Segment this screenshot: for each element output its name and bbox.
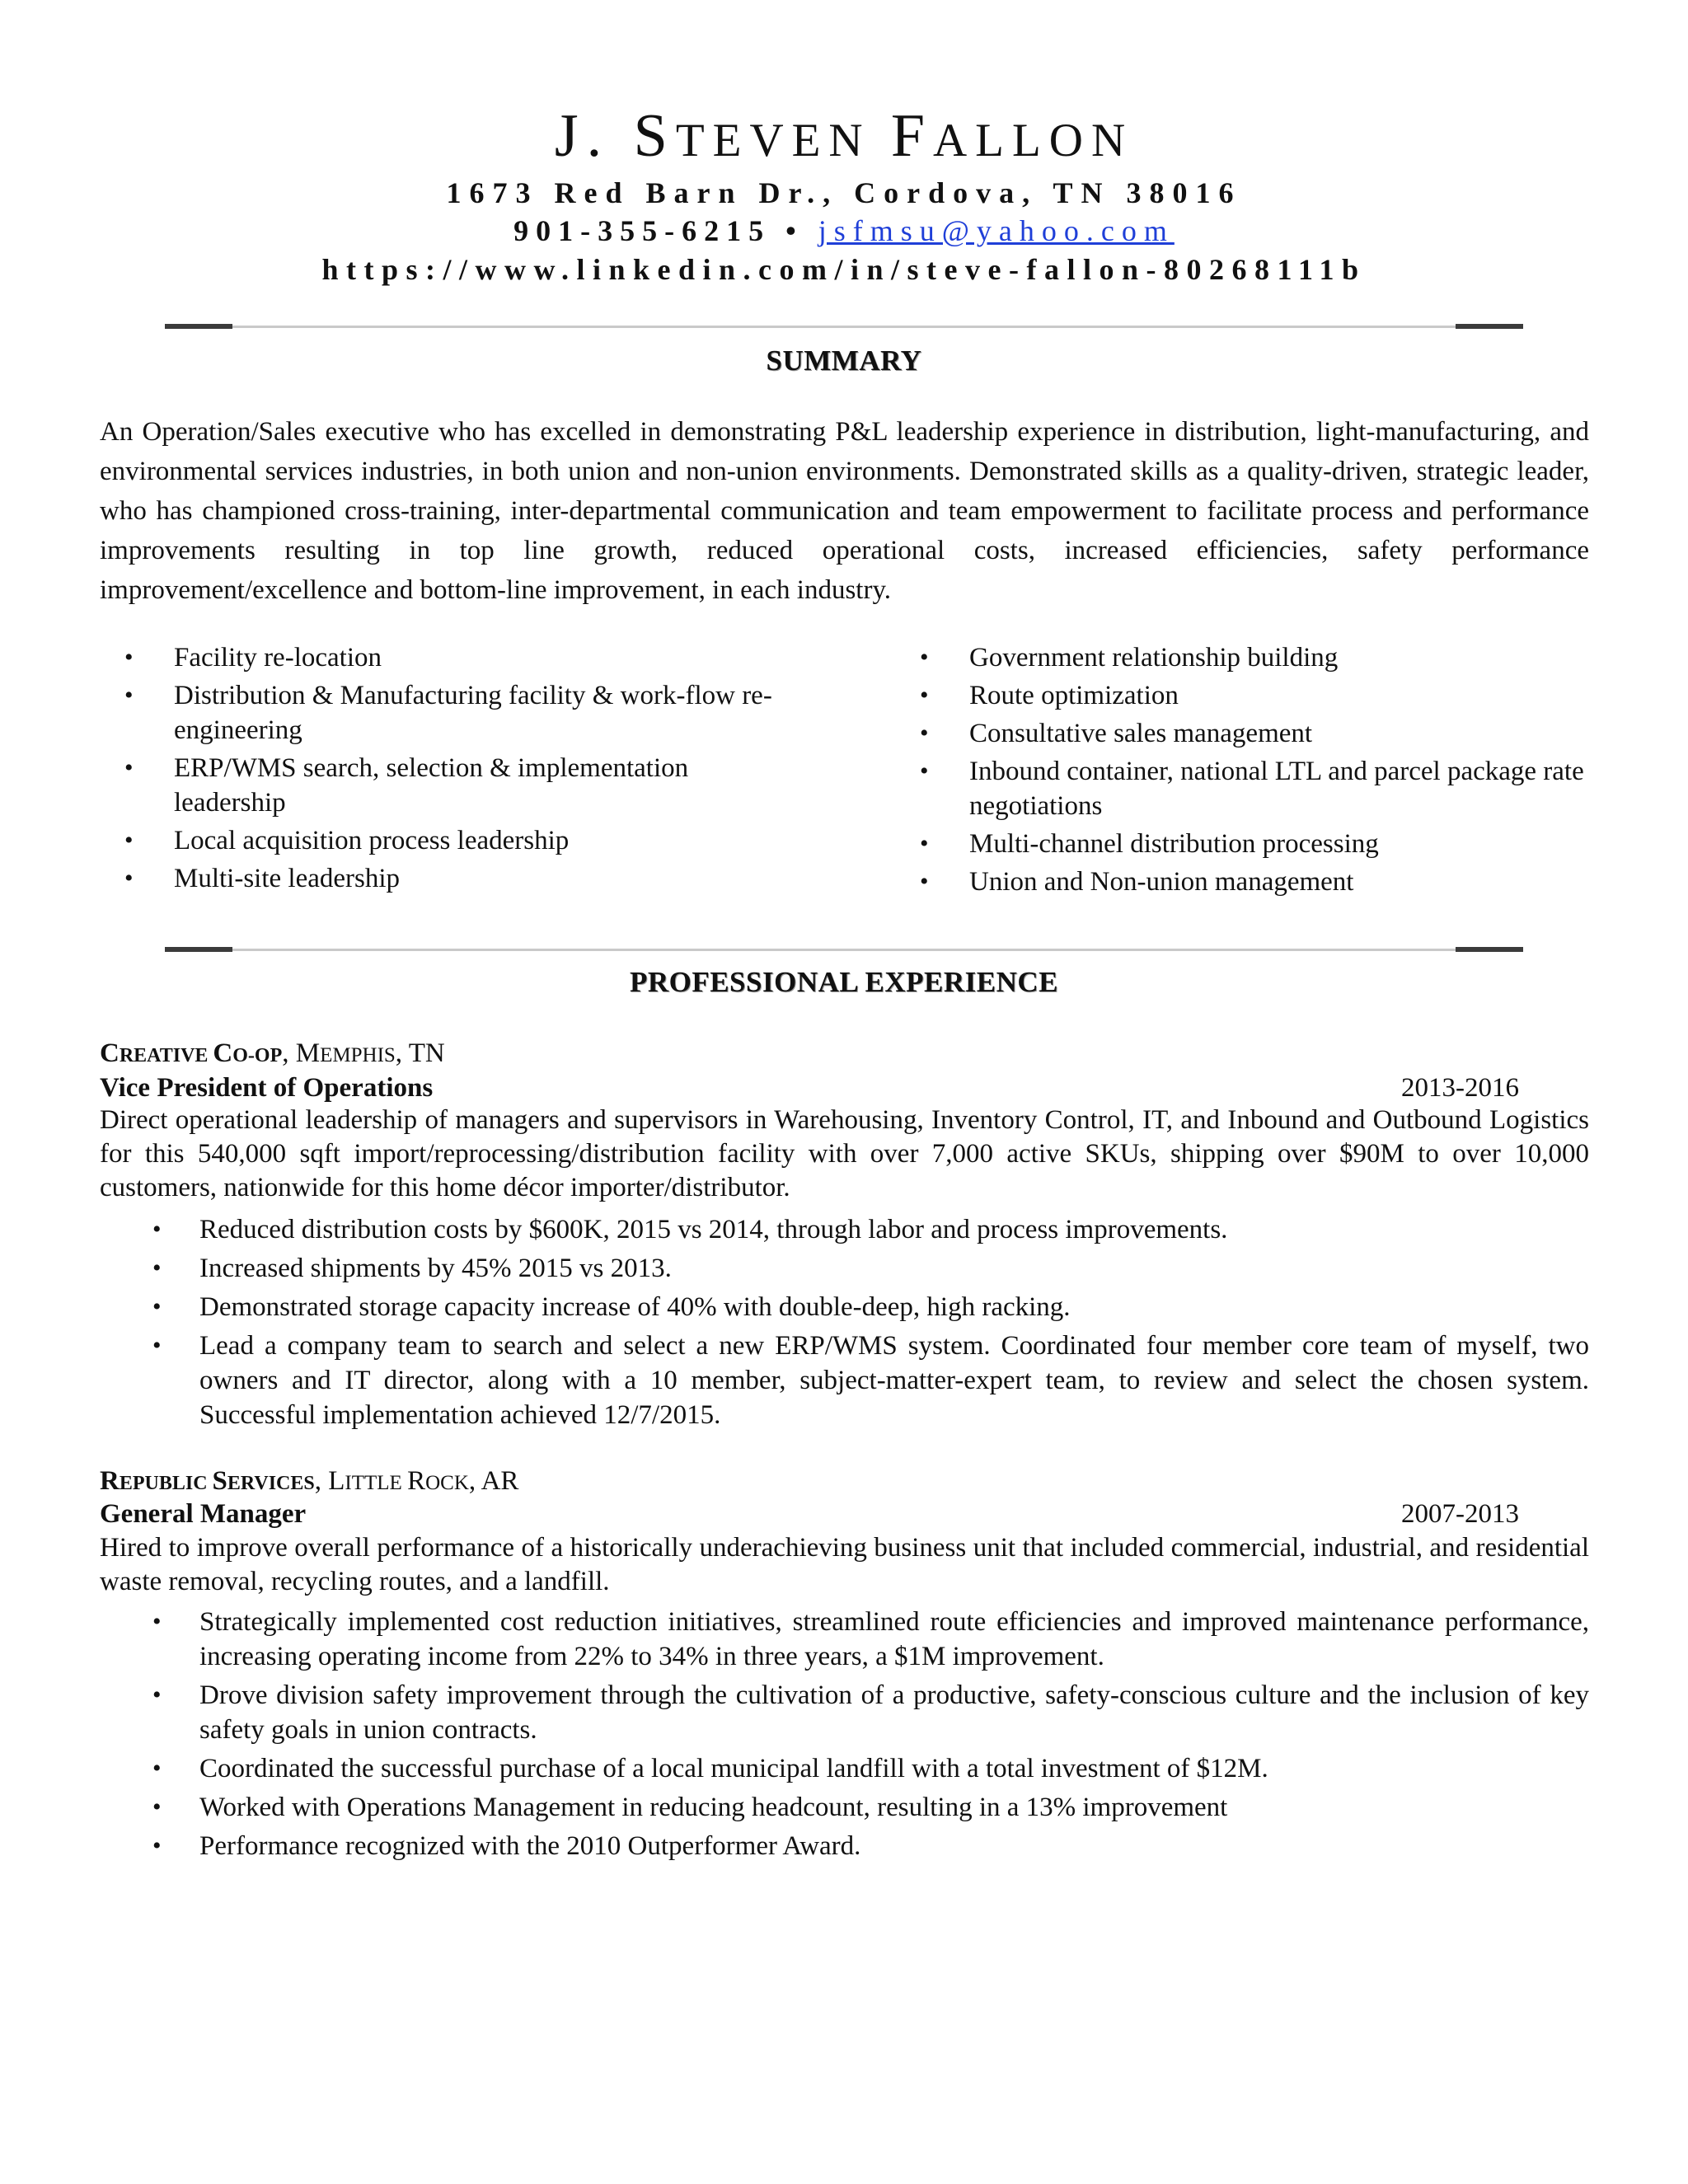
company-name-part: R	[100, 1466, 120, 1496]
location-part: , AR	[468, 1466, 519, 1496]
section-divider	[165, 946, 1523, 953]
location-part: ITTLE	[345, 1472, 408, 1494]
list-item: • Multi-channel distribution processing	[895, 827, 1612, 861]
linkedin-url[interactable]: https://www.linkedin.com/in/steve-fallon-80268111b	[321, 253, 1367, 286]
list-item: • Route optimization	[895, 678, 1612, 713]
location-part: M	[295, 1038, 321, 1068]
list-item: • Worked with Operations Management in reducing headcount, resulting in a 13% improvement	[100, 1790, 1589, 1825]
phone: 901-355-6215	[513, 214, 771, 247]
company-name-part: REATIVE	[119, 1045, 213, 1066]
address: 1673 Red Barn Dr., Cordova, TN 38016	[446, 176, 1242, 209]
list-item: • Consultative sales management	[895, 716, 1612, 751]
contact-line	[0, 213, 1688, 249]
location-part: L	[328, 1466, 345, 1496]
company-name-part: ERVICES	[227, 1473, 315, 1494]
skills-right-list	[895, 640, 1612, 902]
list-item: • Multi-site leadership	[100, 861, 800, 896]
company-name-part: O-OP	[232, 1045, 283, 1066]
company-name-part: EPUBLIC	[119, 1473, 213, 1494]
name-part: F	[890, 102, 933, 170]
list-item: • Facility re-location	[100, 640, 800, 675]
company-name-part: C	[213, 1038, 233, 1068]
list-item: • Drove division safety improvement through the cultivation of a productive, safety-conscious culture and the inclusion of key safety goals in union contracts.	[100, 1678, 1589, 1747]
email-link[interactable]: jsfmsu@yahoo.com	[818, 214, 1175, 247]
job-title: Vice President of Operations	[100, 1073, 434, 1103]
list-item: • Inbound container, national LTL and parcel package rate negotiations	[895, 754, 1612, 823]
location-part: , TN	[395, 1038, 445, 1068]
company-line	[100, 1036, 445, 1073]
list-item: • Strategically implemented cost reduction initiatives, streamlined route efficiencies and improved maintenance performance, increasing operating income from 22% to 34% in three years, a $1M improvement.	[100, 1605, 1589, 1674]
location-part: EMPHIS	[320, 1044, 396, 1066]
company-name-part: S	[212, 1466, 227, 1496]
list-item: • Coordinated the successful purchase of a local municipal landfill with a total investment of $12M.	[100, 1751, 1589, 1786]
list-item: • Performance recognized with the 2010 Outperformer Award.	[100, 1829, 1589, 1863]
list-item: • Demonstrated storage capacity increase of 40% with double-deep, high racking.	[100, 1290, 1589, 1324]
location-part: OCK	[425, 1472, 469, 1494]
location-part: ,	[314, 1466, 329, 1496]
name-part: ALLON	[933, 115, 1134, 166]
skills-left-list	[100, 640, 800, 899]
separator-bullet: •	[785, 214, 804, 247]
summary-paragraph: An Operation/Sales executive who has excelled in demonstrating P&L leadership experience in distribution, light-manufacturing, and environmental services industries, in both union and non-union environments. Demonstrated skills as a quality-driven, strategic leader, who has championed cross-training, inter-departmental communication and team empowerment to facilitate process and performance improvements resulting in top line growth, reduced operational costs, increased efficiencies, safety performance improvement/excellence and bottom-line improvement, in each industry.	[100, 417, 1589, 605]
company-line	[100, 1464, 518, 1501]
job-title: General Manager	[100, 1499, 307, 1529]
job-bullets	[100, 1212, 1589, 1436]
job-dates: 2007-2013	[1401, 1499, 1519, 1529]
section-divider	[165, 323, 1523, 330]
job-bullets	[100, 1605, 1589, 1868]
list-item: • Lead a company team to search and select a new ERP/WMS system. Coordinated four member core team of myself, two owners and IT director, along with a 10 member, subject-matter-expert team, to review and select the chosen system. Successful implementation achieved 12/7/2015.	[100, 1329, 1589, 1432]
list-item: • Reduced distribution costs by $600K, 2015 vs 2014, through labor and process improvements.	[100, 1212, 1589, 1247]
name-part: . S	[586, 102, 676, 170]
applicant-name	[0, 101, 1688, 176]
job-dates: 2013-2016	[1401, 1073, 1519, 1103]
location-part: ,	[282, 1038, 296, 1068]
list-item: • Government relationship building	[895, 640, 1612, 675]
job-title-row	[100, 1071, 1519, 1105]
list-item: • Increased shipments by 45% 2015 vs 2013.	[100, 1251, 1589, 1286]
job-title-row	[100, 1497, 1519, 1531]
summary-heading: SUMMARY	[766, 344, 922, 377]
job-description: Direct operational leadership of managers and supervisors in Warehousing, Inventory Control, IT, and Inbound and Outbound Logistics for this 540,000 sqft import/reprocessing/distribution facility with over 7,000 active SKUs, shipping over $90M to over 10,000 customers, nationwide for this home décor importer/distributor.	[100, 1105, 1589, 1202]
company-name-part: C	[100, 1038, 120, 1068]
list-item: • Distribution & Manufacturing facility & work-flow re-engineering	[100, 678, 800, 748]
name-part: TEVEN	[675, 115, 891, 166]
list-item: • ERP/WMS search, selection & implementation leadership	[100, 751, 800, 820]
list-item: • Local acquisition process leadership	[100, 823, 800, 858]
job-description: Hired to improve overall performance of a historically underachieving business unit that included commercial, industrial, and residential waste removal, recycling routes, and a landfill.	[100, 1533, 1589, 1596]
experience-heading: PROFESSIONAL EXPERIENCE	[629, 966, 1059, 998]
name-part: J	[554, 102, 587, 170]
location-part: R	[407, 1466, 426, 1496]
list-item: • Union and Non-union management	[895, 865, 1612, 899]
